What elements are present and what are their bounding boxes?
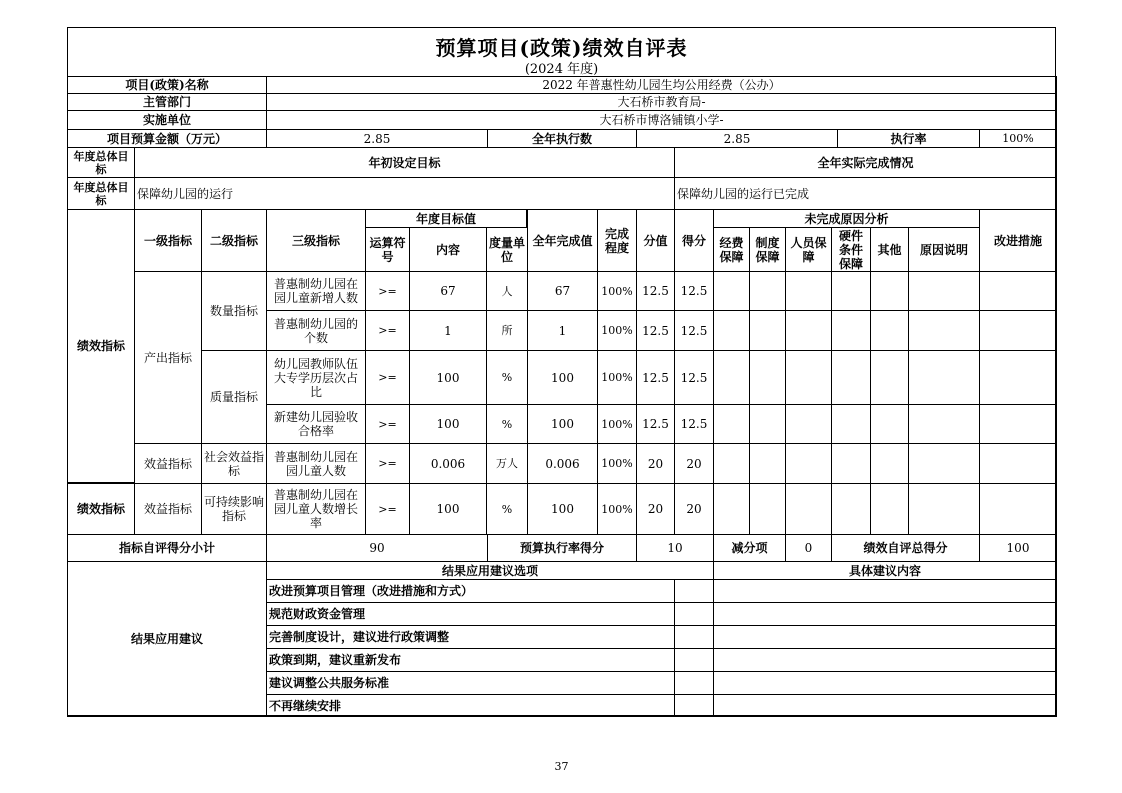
improve-header: 改进措施 (979, 209, 1057, 272)
total-value: 100 (979, 534, 1057, 562)
project-name-label: 项目(政策)名称 (67, 76, 267, 94)
empty-cell (831, 310, 871, 351)
empty-cell (908, 310, 980, 351)
indicator-completion: 100% (597, 271, 637, 311)
indicator-completion: 100% (597, 443, 637, 484)
overall-goal-label: 年度总体目标 (67, 147, 135, 178)
indicator-value: 100 (527, 350, 598, 405)
empty-cell (713, 310, 750, 351)
empty-cell (831, 443, 871, 484)
empty-cell (908, 350, 980, 405)
indicator-unit: 所 (486, 310, 528, 351)
result-option: 建议调整公共服务标准 (266, 671, 675, 695)
level3-header: 三级指标 (266, 209, 366, 272)
dept-value: 大石桥市教育局- (266, 93, 1057, 111)
empty-cell (785, 443, 832, 484)
indicator-score: 12.5 (674, 310, 714, 351)
result-detail (713, 579, 1057, 603)
indicator-points: 12.5 (636, 271, 675, 311)
indicator-points: 12.5 (636, 350, 675, 405)
initial-goal: 保障幼儿园的运行 (134, 177, 675, 210)
indicator-operator: >= (365, 443, 410, 484)
result-option: 规范财政资金管理 (266, 602, 675, 626)
empty-cell (785, 404, 832, 444)
result-option-check (674, 625, 714, 649)
empty-cell (870, 310, 909, 351)
indicator-points: 12.5 (636, 404, 675, 444)
results-details-header: 具体建议内容 (713, 561, 1057, 580)
initial-goal-header: 年初设定目标 (134, 147, 675, 178)
empty-cell (870, 271, 909, 311)
reason-analysis-header: 未完成原因分析 (713, 209, 980, 228)
reason-funding-header: 经费保障 (713, 227, 750, 272)
indicator-score: 12.5 (674, 271, 714, 311)
level1-header: 一级指标 (134, 209, 202, 272)
empty-cell (785, 310, 832, 351)
empty-cell (870, 483, 909, 535)
executed-value: 2.85 (636, 129, 838, 148)
annual-value-header: 全年完成值 (527, 209, 598, 272)
indicator-name: 普惠制幼儿园在园儿童新增人数 (266, 271, 366, 311)
empty-cell (979, 310, 1057, 351)
indicator-operator: >= (365, 271, 410, 311)
reason-other-header: 其他 (870, 227, 909, 272)
indicator-unit: % (486, 404, 528, 444)
result-detail (713, 671, 1057, 695)
empty-cell (979, 404, 1057, 444)
indicator-content: 67 (409, 271, 487, 311)
result-option-check (674, 671, 714, 695)
result-detail (713, 602, 1057, 626)
empty-cell (749, 310, 786, 351)
empty-cell (908, 443, 980, 484)
empty-cell (831, 271, 871, 311)
executed-label: 全年执行数 (487, 129, 637, 148)
deduction-value: 0 (785, 534, 832, 562)
indicator-operator: >= (365, 350, 410, 405)
results-label: 结果应用建议 (67, 561, 267, 717)
indicator-content: 1 (409, 310, 487, 351)
actual-goal-header: 全年实际完成情况 (674, 147, 1057, 178)
actual-goal: 保障幼儿园的运行已完成 (674, 177, 1057, 210)
indicator-operator: >= (365, 310, 410, 351)
empty-cell (870, 350, 909, 405)
indicator-unit: 万人 (486, 443, 528, 484)
group-quantity: 数量指标 (201, 271, 267, 351)
group-benefit-2: 效益指标 (134, 483, 202, 535)
indicator-value: 67 (527, 271, 598, 311)
indicator-completion: 100% (597, 404, 637, 444)
project-name: 2022 年普惠性幼儿园生均公用经费（公办） (266, 76, 1057, 94)
content-header: 内容 (409, 227, 487, 272)
indicator-unit: 人 (486, 271, 528, 311)
empty-cell (979, 350, 1057, 405)
empty-cell (831, 404, 871, 444)
empty-cell (785, 271, 832, 311)
indicator-unit: % (486, 483, 528, 535)
indicator-value: 100 (527, 404, 598, 444)
deduction-label: 减分项 (713, 534, 786, 562)
indicator-content: 100 (409, 404, 487, 444)
result-detail (713, 625, 1057, 649)
result-option-check (674, 648, 714, 672)
indicator-content: 100 (409, 483, 487, 535)
empty-cell (749, 443, 786, 484)
empty-cell (749, 271, 786, 311)
total-label: 绩效自评总得分 (831, 534, 980, 562)
result-option-check (674, 602, 714, 626)
subtotal-label: 指标自评得分小计 (67, 534, 267, 562)
empty-cell (908, 483, 980, 535)
score-header: 得分 (674, 209, 714, 272)
result-option-check (674, 694, 714, 717)
result-option-check (674, 579, 714, 603)
perf-indicator-label-2: 绩效指标 (67, 483, 135, 535)
budget-label: 项目预算金额（万元） (67, 129, 267, 148)
operator-header: 运算符号 (365, 227, 410, 272)
budget-value: 2.85 (266, 129, 488, 148)
form-title: 预算项目(政策)绩效自评表 (435, 36, 688, 60)
indicator-score: 20 (674, 443, 714, 484)
indicator-completion: 100% (597, 310, 637, 351)
reason-system-header: 制度保障 (749, 227, 786, 272)
reason-hardware-header: 硬件条件保障 (831, 227, 871, 272)
empty-cell (908, 271, 980, 311)
indicator-score: 12.5 (674, 404, 714, 444)
subtotal-value: 90 (266, 534, 488, 562)
evaluation-form (67, 27, 1056, 773)
result-option: 完善制度设计，建议进行政策调整 (266, 625, 675, 649)
indicator-completion: 100% (597, 483, 637, 535)
indicator-points: 12.5 (636, 310, 675, 351)
completion-header: 完成程度 (597, 209, 637, 272)
empty-cell (749, 350, 786, 405)
result-option: 改进预算项目管理（改进措施和方式） (266, 579, 675, 603)
indicator-name: 幼儿园教师队伍大专学历层次占比 (266, 350, 366, 405)
form-year: (2024 年度) (524, 62, 599, 77)
indicator-completion: 100% (597, 350, 637, 405)
overall-goal-label-2: 年度总体目标 (67, 177, 135, 210)
empty-cell (908, 404, 980, 444)
empty-cell (870, 443, 909, 484)
indicator-value: 100 (527, 483, 598, 535)
indicator-value: 1 (527, 310, 598, 351)
results-options-header: 结果应用建议选项 (266, 561, 714, 580)
result-option: 政策到期，建议重新发布 (266, 648, 675, 672)
result-detail (713, 648, 1057, 672)
indicator-score: 20 (674, 483, 714, 535)
empty-cell (785, 350, 832, 405)
exec-score-value: 10 (636, 534, 714, 562)
empty-cell (870, 404, 909, 444)
group-sustain: 可持续影响指标 (201, 483, 267, 535)
reason-explain-header: 原因说明 (908, 227, 980, 272)
indicator-content: 0.006 (409, 443, 487, 484)
group-benefit: 效益指标 (134, 443, 202, 484)
rate-value: 100% (979, 129, 1057, 148)
result-detail (713, 694, 1057, 717)
unit-value: 大石桥市博洛铺镇小学- (266, 110, 1057, 130)
empty-cell (785, 483, 832, 535)
indicator-name: 普惠制幼儿园的个数 (266, 310, 366, 351)
indicator-value: 0.006 (527, 443, 598, 484)
empty-cell (979, 443, 1057, 484)
page-number: 37 (554, 760, 569, 773)
empty-cell (713, 443, 750, 484)
empty-cell (979, 483, 1057, 535)
empty-cell (979, 271, 1057, 311)
group-quality: 质量指标 (201, 350, 267, 444)
level2-header: 二级指标 (201, 209, 267, 272)
rate-label: 执行率 (837, 129, 980, 148)
indicator-operator: >= (365, 483, 410, 535)
empty-cell (831, 350, 871, 405)
group-social: 社会效益指标 (201, 443, 267, 484)
indicator-score: 12.5 (674, 350, 714, 405)
indicator-points: 20 (636, 443, 675, 484)
indicator-operator: >= (365, 404, 410, 444)
result-option: 不再继续安排 (266, 694, 675, 717)
indicator-name: 新建幼儿园验收合格率 (266, 404, 366, 444)
dept-label: 主管部门 (67, 93, 267, 111)
reason-staff-header: 人员保障 (785, 227, 832, 272)
indicator-points: 20 (636, 483, 675, 535)
indicator-unit: % (486, 350, 528, 405)
unit-header: 度量单位 (486, 227, 528, 272)
empty-cell (713, 404, 750, 444)
exec-score-label: 预算执行率得分 (487, 534, 637, 562)
empty-cell (831, 483, 871, 535)
points-header: 分值 (636, 209, 675, 272)
indicator-content: 100 (409, 350, 487, 405)
unit-label: 实施单位 (67, 110, 267, 130)
empty-cell (749, 404, 786, 444)
annual-target-header: 年度目标值 (365, 209, 527, 228)
empty-cell (713, 483, 750, 535)
empty-cell (713, 271, 750, 311)
indicator-name: 普惠制幼儿园在园儿童人数 (266, 443, 366, 484)
group-output: 产出指标 (134, 271, 202, 444)
empty-cell (749, 483, 786, 535)
perf-indicator-label: 绩效指标 (67, 209, 135, 483)
indicator-name: 普惠制幼儿园在园儿童人数增长率 (266, 483, 366, 535)
empty-cell (713, 350, 750, 405)
